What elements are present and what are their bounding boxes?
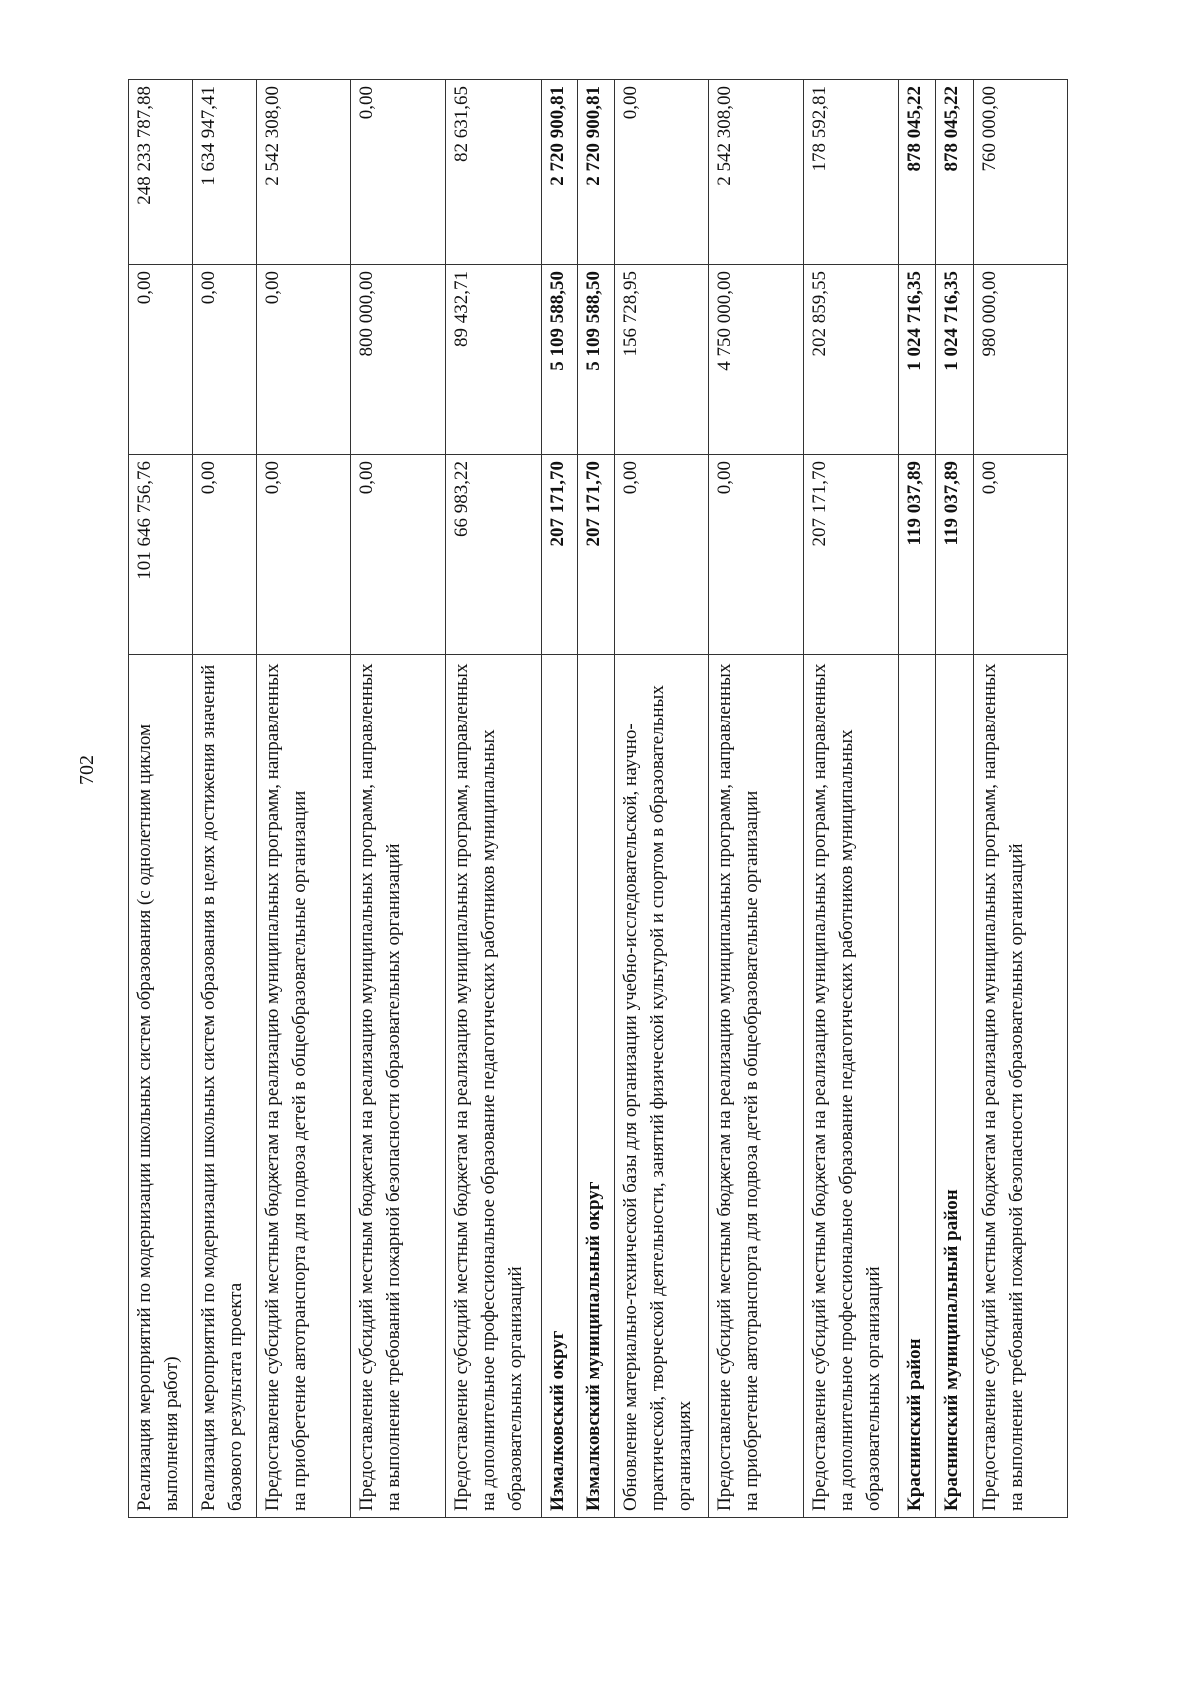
amount-cell-c2: 4 750 000,00 bbox=[709, 265, 804, 455]
row-label-cell: Предоставление субсидий местным бюджетам на реализацию муниципальных программ, направленных на приобретение автотранспорта для подвоза детей в общеобразовательные организации bbox=[709, 655, 804, 1518]
amount-cell-c1: 0,00 bbox=[615, 455, 709, 655]
row-label-cell: Краснинский муниципальный район bbox=[936, 655, 974, 1518]
row-label-cell: Измалковский муниципальный округ bbox=[578, 655, 615, 1518]
amount-cell-c3: 878 045,22 bbox=[936, 80, 974, 265]
amount-cell-c2: 0,00 bbox=[257, 265, 351, 455]
table-row bbox=[974, 80, 1068, 1518]
amount-cell-c1: 0,00 bbox=[257, 455, 351, 655]
amount-cell-c2: 0,00 bbox=[129, 265, 193, 455]
row-label-cell: Реализация мероприятий по модернизации школьных систем образования (с однолетним циклом выполнения работ) bbox=[129, 655, 193, 1518]
table-row bbox=[193, 80, 257, 1518]
row-label-cell: Предоставление субсидий местным бюджетам на реализацию муниципальных программ, направленных на выполнение требований пожарной безопасности образовательных организаций bbox=[351, 655, 446, 1518]
row-label-cell: Реализация мероприятий по модернизации школьных систем образования в целях достижения значений базового результата проекта bbox=[193, 655, 257, 1518]
amount-cell-c2: 800 000,00 bbox=[351, 265, 446, 455]
budget-table bbox=[128, 79, 1068, 1518]
amount-cell-c1: 66 983,22 bbox=[446, 455, 542, 655]
amount-cell-c2: 1 024 716,35 bbox=[899, 265, 936, 455]
amount-cell-c1: 119 037,89 bbox=[936, 455, 974, 655]
amount-cell-c1: 0,00 bbox=[193, 455, 257, 655]
table-row-total bbox=[936, 80, 974, 1518]
table-row-total bbox=[542, 80, 578, 1518]
table-row bbox=[804, 80, 899, 1518]
amount-cell-c2: 980 000,00 bbox=[974, 265, 1068, 455]
amount-cell-c3: 2 542 308,00 bbox=[257, 80, 351, 265]
amount-cell-c3: 0,00 bbox=[351, 80, 446, 265]
amount-cell-c1: 207 171,70 bbox=[804, 455, 899, 655]
amount-cell-c3: 760 000,00 bbox=[974, 80, 1068, 265]
amount-cell-c3: 2 720 900,81 bbox=[542, 80, 578, 265]
page-number: 702 bbox=[76, 755, 98, 785]
table-row-total bbox=[578, 80, 615, 1518]
amount-cell-c2: 156 728,95 bbox=[615, 265, 709, 455]
amount-cell-c3: 1 634 947,41 bbox=[193, 80, 257, 265]
amount-cell-c2: 0,00 bbox=[193, 265, 257, 455]
table-row bbox=[351, 80, 446, 1518]
row-label-cell: Предоставление субсидий местным бюджетам на реализацию муниципальных программ, направленных на приобретение автотранспорта для подвоза детей в общеобразовательные организации bbox=[257, 655, 351, 1518]
amount-cell-c1: 101 646 756,76 bbox=[129, 455, 193, 655]
amount-cell-c1: 207 171,70 bbox=[542, 455, 578, 655]
amount-cell-c3: 2 720 900,81 bbox=[578, 80, 615, 265]
amount-cell-c3: 248 233 787,88 bbox=[129, 80, 193, 265]
row-label-cell: Измалковский округ bbox=[542, 655, 578, 1518]
amount-cell-c2: 1 024 716,35 bbox=[936, 265, 974, 455]
amount-cell-c3: 82 631,65 bbox=[446, 80, 542, 265]
amount-cell-c1: 0,00 bbox=[351, 455, 446, 655]
table-row bbox=[709, 80, 804, 1518]
amount-cell-c1: 119 037,89 bbox=[899, 455, 936, 655]
amount-cell-c1: 0,00 bbox=[709, 455, 804, 655]
row-label-cell: Краснинский район bbox=[899, 655, 936, 1518]
amount-cell-c3: 0,00 bbox=[615, 80, 709, 265]
row-label-cell: Предоставление субсидий местным бюджетам на реализацию муниципальных программ, направленных на дополнительное профессиональное образование педагогических работников муниципальных образовательных организаций bbox=[804, 655, 899, 1518]
budget-table-rotated bbox=[128, 80, 1067, 1518]
amount-cell-c1: 207 171,70 bbox=[578, 455, 615, 655]
table-row bbox=[257, 80, 351, 1518]
amount-cell-c3: 878 045,22 bbox=[899, 80, 936, 265]
table-row bbox=[446, 80, 542, 1518]
amount-cell-c2: 5 109 588,50 bbox=[542, 265, 578, 455]
amount-cell-c3: 2 542 308,00 bbox=[709, 80, 804, 265]
row-label-cell: Предоставление субсидий местным бюджетам на реализацию муниципальных программ, направленных на дополнительное профессиональное образование педагогических работников муниципальных образовательных организаций bbox=[446, 655, 542, 1518]
table-row bbox=[615, 80, 709, 1518]
table-row-total bbox=[899, 80, 936, 1518]
amount-cell-c2: 202 859,55 bbox=[804, 265, 899, 455]
amount-cell-c3: 178 592,81 bbox=[804, 80, 899, 265]
table-row bbox=[129, 80, 193, 1518]
amount-cell-c2: 5 109 588,50 bbox=[578, 265, 615, 455]
row-label-cell: Обновление материально-технической базы для организации учебно-исследовательской, научно-практической, творческой деятельности, занятий физической культурой и спортом в образовательных организациях bbox=[615, 655, 709, 1518]
amount-cell-c1: 0,00 bbox=[974, 455, 1068, 655]
amount-cell-c2: 89 432,71 bbox=[446, 265, 542, 455]
row-label-cell: Предоставление субсидий местным бюджетам на реализацию муниципальных программ, направленных на выполнение требований пожарной безопасности образовательных организаций bbox=[974, 655, 1068, 1518]
